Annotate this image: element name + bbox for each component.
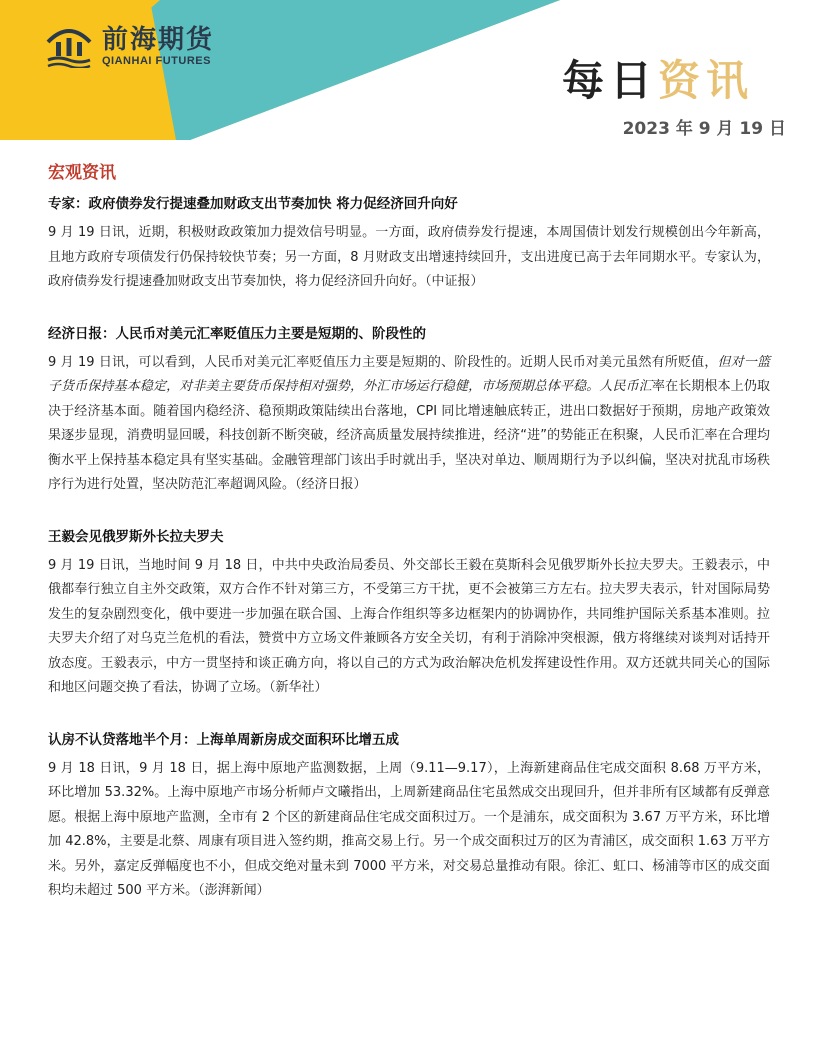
logo-english-name: QIANHAI FUTURES — [102, 55, 211, 67]
title-part-2: 资讯 — [657, 56, 754, 105]
article-body — [48, 351, 770, 498]
section-title: 宏观资讯 — [48, 163, 116, 183]
logo-chinese-name: 前海期货 — [102, 25, 215, 55]
article-1 — [48, 193, 770, 295]
main-content — [48, 158, 770, 932]
title-part-1: 每日 — [561, 56, 658, 105]
article-title: 专家：政府债券发行提速叠加财政支出节奏加快 将力促经济回升向好 — [48, 196, 458, 212]
article-body: 9 月 19 日讯，当地时间 9 月 18 日，中共中央政治局委员、外交部长王毅在莫斯科会见俄罗斯外长拉夫罗夫。王毅表示，中俄都奉行独立自主外交政策，双方合作不针对第三方，不受第三方干扰，更不会被第三方左右。拉夫罗夫表示，针对国际局势发生的复杂剧烈变化，俄中要进一步加强在联合国、上海合作组织等多边框架内的协调协作，共同维护国际关系基本准则。拉夫罗夫介绍了对乌克兰危机的看法，赞赏中方立场文件兼顾各方安全关切，有利于消除冲突根源，俄方将继续对谈判对话持开放态度。王毅表示，中方一贯坚持和谈正确方向，将以自己的方式为政治解决危机发挥建设性作用。双方还就共同关心的国际和地区问题交换了看法，协调了立场。（新华社） — [48, 557, 770, 695]
article-2 — [48, 323, 770, 498]
article-body: 9 月 19 日讯，近期，积极财政政策加力提效信号明显。一方面，政府债券发行提速，本周国债计划发行规模创出今年新高，且地方政府专项债发行仍保持较快节奏；另一方面，8 月财政支出增速持续回升，支出进度已高于去年同期水平。专家认为，政府债券发行提速叠加财政支出节奏加快，将力促经济回升向好。（中证报） — [48, 225, 770, 289]
article-title: 认房不认贷落地半个月：上海单周新房成交面积环比增五成 — [48, 731, 399, 748]
article-4 — [48, 729, 770, 904]
company-logo — [44, 24, 214, 68]
article-body-part-2: 率在长期根本上仍取决于经济基本面。随着国内稳经济、稳预期政策陆续出台落地，CPI 同比增速触底转正，进出口数据好于预期，房地产政策效果逐步显现，消费明显回暖，科技创新不断突破，经济高质量发展持续推进，经济“进”的势能正在积聚，人民币汇率在合理均衡水平上保持基本稳定具有坚实基础。金融管理部门该出手时就出手，坚决对单边、顺周期行为予以纠偏，坚决对扰乱市场秩序行为进行处置，坚决防范汇率超调风险。（经济日报） — [48, 379, 770, 492]
page-title — [562, 48, 754, 108]
article-title: 经济日报：人民币对美元汇率贬值压力主要是短期的、阶段性的 — [48, 325, 426, 342]
article-3 — [48, 526, 770, 701]
article-body-italic: 但对一篮子货币保持基本稳定，对非美主要货币保持相对强势，外汇市场运行稳健，市场预期总体平稳。人民币汇 — [48, 354, 770, 394]
article-body-part-1: 9 月 19 日讯，可以看到，人民币对美元汇率贬值压力主要是短期的、阶段性的。近期人民币对美元虽然有所贬值， — [48, 354, 718, 370]
report-date: 2023 年 9 月 19 日 — [622, 119, 786, 139]
article-title: 王毅会见俄罗斯外长拉夫罗夫 — [48, 528, 224, 545]
article-body: 9 月 18 日讯，9 月 18 日，据上海中原地产监测数据，上周（9.11—9.17），上海新建商品住宅成交面积 8.68 万平方米，环比增加 53.32%。上海中原地产市场分析师卢文曦指出，上周新建商品住宅虽然成交出现回升，但并非所有区域都有反弹意愿。根据上海中原地产监测，全市有 2 个区的新建商品住宅成交面积过万。一个是浦东，成交面积为 3.67 万平方米，环比增加 42.8%，主要是北蔡、周康有项目进入签约期，推高交易上行。另一个成交面积过万的区为青浦区，成交面积 1.63 万平方米。另外，嘉定反弹幅度也不小，但成交绝对量未到 7000 平方米，对交易总量推动有限。徐汇、虹口、杨浦等市区的成交面积均未超过 500 平方米。（澎湃新闻） — [48, 760, 770, 898]
qianhai-logo-icon — [44, 24, 94, 68]
